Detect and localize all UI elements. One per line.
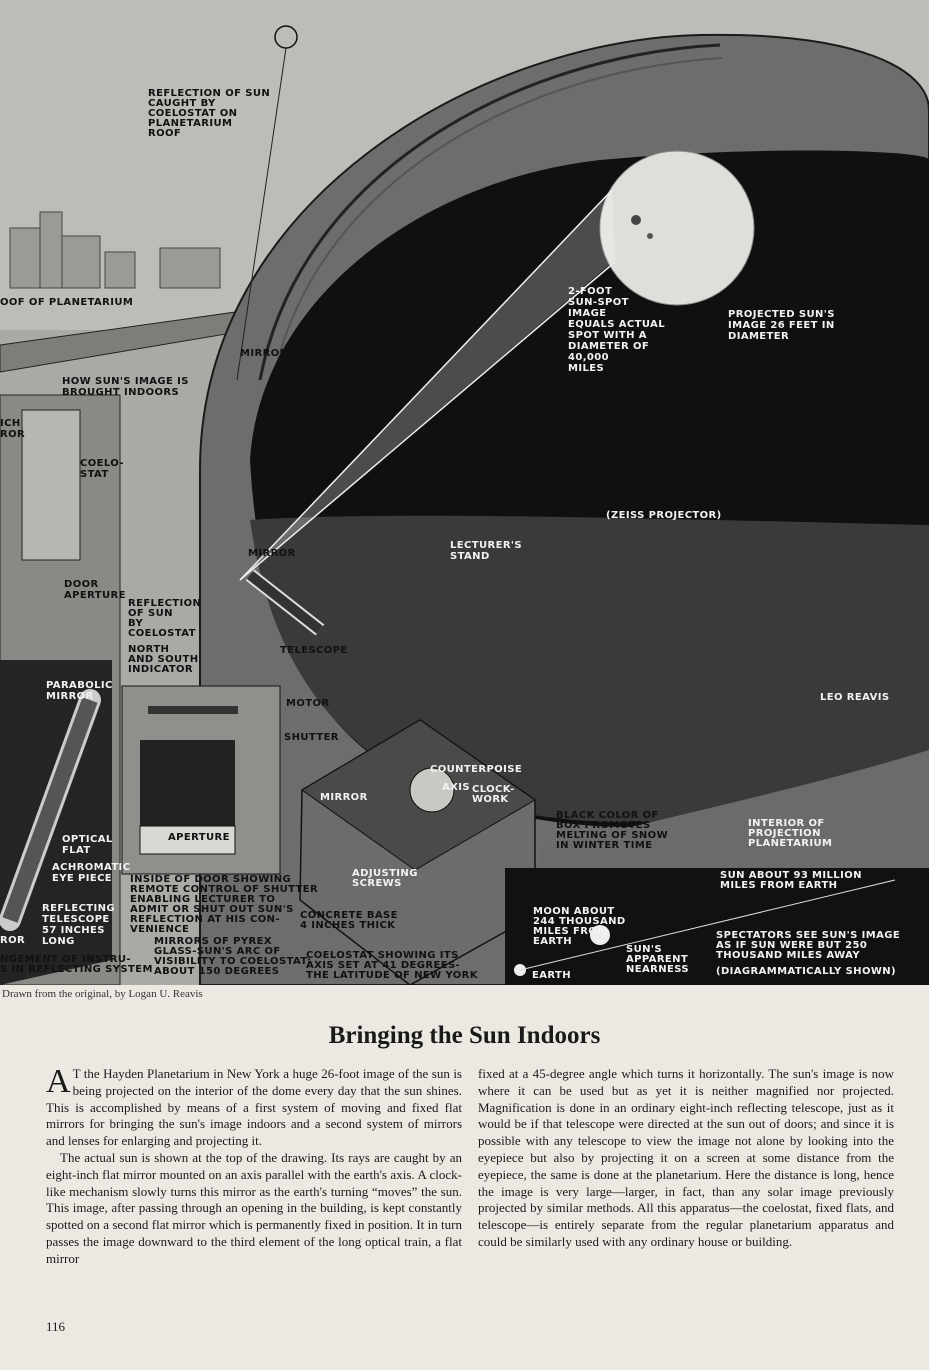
label-parabolic: PARABOLIC MIRROR: [46, 680, 113, 702]
label-spot-image: 2-FOOT SUN-SPOT IMAGE EQUALS ACTUAL SPOT WITH A DIAMETER OF 40,000 MILES: [568, 286, 665, 374]
page-number: 116: [46, 1319, 66, 1334]
illustration-credit: Drawn from the original, by Logan U. Reavis: [2, 988, 203, 1000]
article-column-right: [478, 1066, 894, 1268]
label-achromatic: ACHROMATIC EYE PIECE: [52, 862, 131, 884]
label-motor: MOTOR: [286, 698, 330, 709]
article-body: [46, 1063, 894, 1268]
label-sun-93: SUN ABOUT 93 MILLION MILES FROM EARTH: [720, 870, 862, 891]
label-reflecting-telescope: REFLECTING TELESCOPE 57 INCHES LONG: [42, 903, 116, 947]
label-signature: LEO REAVIS: [820, 692, 890, 703]
label-coelostat-left: COELO-STAT: [80, 458, 124, 480]
projected-sun: [600, 151, 754, 305]
paragraph-3: fixed at a 45-degree angle which turns it horizontally. The sun's image is now where it can be used but as yet it is neither magnified nor projected. Magnification is done in an ordinary eight-inch reflecting telescope, just as it would be if that telescope were directed at the sun out of doors; and since it is possible with any telescope to view the image not alone by looking into the eyepiece but also by projecting it on a screen at some distance from the eyepiece, the same is done at the planetarium. Here the distance is long, hence the image is very large—larger, in fact, than any solar image previously projected by similar methods. All this apparatus—the coelostat, fixed flats, and telescope—is entirely separate from the regular planetarium apparatus and could be similarly used with any ordinary house or building.: [478, 1066, 894, 1249]
label-zeiss: (ZEISS PROJECTOR): [606, 510, 722, 521]
label-moon: MOON ABOUT 244 THOUSAND MILES FROM EARTH: [533, 906, 626, 947]
label-door-aperture: DOOR APERTURE: [64, 579, 126, 601]
label-mirror-mid: MIRROR: [248, 548, 296, 559]
label-aperture: APERTURE: [168, 832, 230, 843]
label-interior: INTERIOR OF PROJECTION PLANETARIUM: [748, 818, 833, 849]
label-concrete: CONCRETE BASE 4 INCHES THICK: [300, 910, 398, 931]
label-projected-sun: PROJECTED SUN'S IMAGE 26 FEET IN DIAMETER: [728, 309, 835, 342]
label-mirror-cut: ICH ROR: [0, 418, 26, 440]
label-shutter: SHUTTER: [284, 732, 339, 743]
label-optical-flat: OPTICAL FLAT: [62, 834, 113, 856]
label-black-box: BLACK COLOR OF BOX PROMOTES MELTING OF SNOW IN WINTER TIME: [556, 810, 669, 851]
label-counterpoise: COUNTERPOISE: [430, 764, 523, 775]
label-suns-nearness: SUN'S APPARENT NEARNESS: [626, 944, 689, 975]
label-roof: OOF OF PLANETARIUM: [0, 297, 134, 308]
label-axis: AXIS: [442, 782, 470, 793]
label-reflection-caught: REFLECTION OF SUN CAUGHT BY COELOSTAT ON PLANETARIUM ROOF: [148, 88, 271, 139]
label-north-south: NORTH AND SOUTH INDICATOR: [128, 644, 199, 675]
label-arrangement: NGEMENT OF INSTRU-S IN REFLECTING SYSTEM: [0, 954, 153, 975]
paragraph-1: A T the Hayden Planetarium in New York a huge 26-foot image of the sun is being projected on the interior of the dome every day that the sun shines. This is accomplished by means of a first system of moving and fixed flat mirrors for bringing the sun's image indoors and a second system of mirrors and lenses for enlarging and projecting it.: [46, 1063, 462, 1149]
label-reflection-coelostat: REFLECTION OF SUN BY COELOSTAT: [128, 598, 202, 639]
label-lecturers-stand: LECTURER'S STAND: [450, 540, 522, 562]
label-clockwork: CLOCK-WORK: [472, 784, 515, 805]
label-diagrammatic: (DIAGRAMMATICALLY SHOWN): [716, 966, 897, 977]
label-mirror-top: MIRROR: [240, 348, 288, 359]
drop-cap: A: [46, 1063, 71, 1100]
label-inside-door: INSIDE OF DOOR SHOWING REMOTE CONTROL OF SHUTTER ENABLING LECTURER TO ADMIT OR SHUT OUT SUN'S REFLECTION AT HIS CON-VENIENCE: [130, 874, 319, 935]
label-earth: EARTH: [532, 970, 572, 981]
label-how-brought: HOW SUN'S IMAGE IS BROUGHT INDOORS: [62, 376, 189, 398]
label-ror: ROR: [0, 935, 26, 946]
article-column-left: [46, 1063, 462, 1268]
label-mirrors-pyrex: MIRRORS OF PYREX GLASS-SUN'S ARC OF VISIBILITY TO COELOSTAT: ABOUT 150 DEGREES: [154, 936, 312, 977]
article-title: Bringing the Sun Indoors: [328, 1022, 601, 1049]
label-spectators: SPECTATORS SEE SUN'S IMAGE AS IF SUN WERE BUT 250 THOUSAND MILES AWAY: [716, 930, 901, 961]
label-telescope: TELESCOPE: [280, 645, 348, 656]
paragraph-2: The actual sun is shown at the top of the drawing. Its rays are caught by an eight-inch flat mirror mounted on an axis parallel with the earth's axis. A clock-like mechanism slowly turns this mirror as the earth's turning “moves” the sun. This image, after passing through an opening in the building, is kept constantly spotted on a second flat mirror which is permanently fixed in position. It in turn passes the image downward to the third element of the long optical train, a flat mirror: [46, 1149, 462, 1266]
label-coelostat-axis: COELOSTAT SHOWING ITS AXIS SET AT 41 DEGREES-THE LATITUDE OF NEW YORK: [306, 950, 478, 981]
label-adjusting: ADJUSTING SCREWS: [352, 868, 418, 889]
label-mirror-box: MIRROR: [320, 792, 368, 803]
